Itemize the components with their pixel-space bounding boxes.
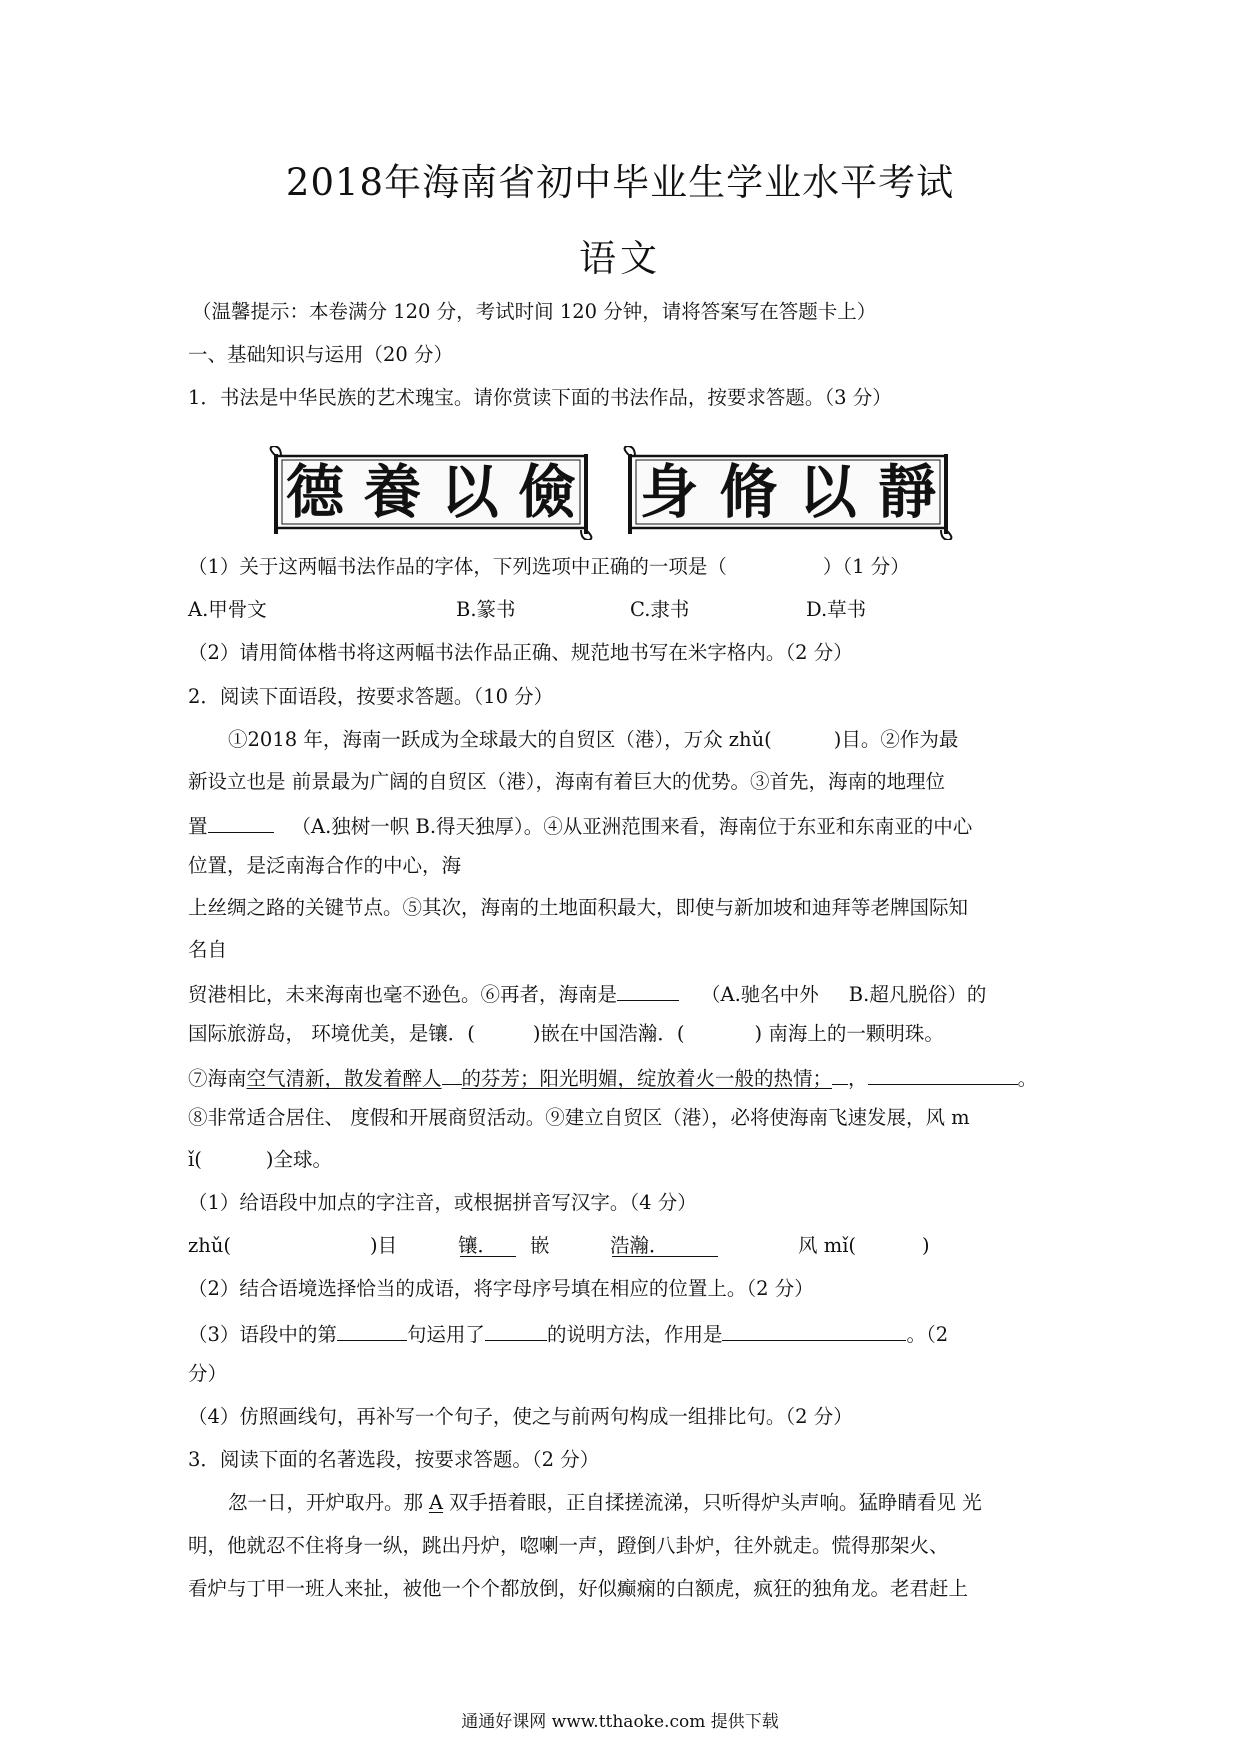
answer-blank bbox=[832, 1066, 848, 1085]
underlined-sentence: 空气清新，散发着醉人 bbox=[246, 1067, 442, 1090]
passage-text: ⑦海南 bbox=[188, 1067, 247, 1090]
question-1-2: （2）请用简体楷书将这两幅书法作品正确、规范地书写在米字格内。（2 分） bbox=[188, 641, 853, 664]
calligraphy-right-text: 身脩以靜 bbox=[640, 458, 936, 526]
option-b: B.篆书 bbox=[456, 598, 516, 621]
question-1-1 bbox=[188, 557, 910, 577]
passage-line-2: 新设立也是 前景最为广阔的自贸区（港），海南有着巨大的优势。③首先，海南的地理位 bbox=[188, 770, 945, 793]
passage-text: )全球。 bbox=[265, 1148, 332, 1171]
passage-line-9 bbox=[188, 1066, 1037, 1089]
underlined-sentence: 的芬芳；阳光明媚，绽放着火一般的热情； bbox=[461, 1067, 833, 1090]
answer-blank bbox=[722, 1322, 906, 1341]
question-2-1: （1）给语段中加点的字注音，或根据拼音写汉字。（4 分） bbox=[188, 1191, 697, 1214]
passage-line-4: 位置，是泛南海合作的中心，海 bbox=[188, 854, 462, 877]
passage-line-8 bbox=[188, 1024, 944, 1044]
passage-line-7 bbox=[188, 982, 986, 1005]
excerpt-blank-a: A bbox=[428, 1491, 444, 1514]
question-1-1-score: ）（1 分） bbox=[822, 555, 910, 578]
calligraphy-left-text: 德養以儉 bbox=[286, 458, 576, 526]
question-1: 1．书法是中华民族的艺术瑰宝。请你赏读下面的书法作品，按要求答题。（3 分） bbox=[188, 386, 892, 409]
passage-line-5: 上丝绸之路的关键节点。⑤其次，海南的土地面积最大，即使与新加坡和迪拜等老牌国际知 bbox=[188, 896, 969, 919]
passage-text: ①2018 年，海南一跃成为全球最大的自贸区（港），万众 zhǔ( bbox=[228, 728, 772, 751]
excerpt-line-2: 明，他就忍不住将身一纵，跳出丹炉，唿喇一声，蹬倒八卦炉，往外就走。慌得那架火、 bbox=[188, 1534, 949, 1557]
passage-line-1 bbox=[228, 730, 958, 750]
answer-blank bbox=[868, 1066, 1018, 1085]
option-a: A.甲骨文 bbox=[188, 598, 267, 621]
passage-line-6: 名自 bbox=[188, 938, 228, 961]
section-heading: 一、基础知识与运用（20 分） bbox=[188, 343, 454, 366]
passage-line-10: ⑧非常适合居住、 度假和开展商贸活动。⑨建立自贸区（港），必将使海南飞速发展，风 m bbox=[188, 1106, 970, 1129]
item-zhu-end: )目 bbox=[370, 1234, 398, 1257]
answer-blank bbox=[337, 1322, 407, 1341]
passage-text: （A.独树一帜 B.得天独厚）。④从亚洲范围来看，海南位于东亚和东南亚的中心 bbox=[291, 815, 973, 838]
passage-text: )目。②作为最 bbox=[833, 728, 959, 751]
item-haohan: 浩瀚． bbox=[610, 1234, 669, 1257]
calligraphy-scroll-right bbox=[620, 446, 956, 540]
option-d: D.草书 bbox=[806, 598, 867, 621]
question-text: 的说明方法，作用是 bbox=[546, 1323, 723, 1346]
item-zhu: zhǔ( bbox=[188, 1234, 231, 1257]
item-fengmi: 风 mǐ( bbox=[798, 1234, 857, 1257]
passage-line-3 bbox=[188, 814, 972, 837]
item-xiang: 镶． bbox=[458, 1234, 498, 1257]
question-2: 2．阅读下面语段，按要求答题。（10 分） bbox=[188, 685, 554, 708]
passage-text: 贸港相比，未来海南也毫不逊色。⑥再者，海南是 bbox=[188, 983, 618, 1006]
question-1-1-text: （1）关于这两幅书法作品的字体，下列选项中正确的一项是（ bbox=[188, 555, 727, 578]
item-qian: 嵌 bbox=[530, 1234, 550, 1257]
exam-tip: （温馨提示：本卷满分 120 分，考试时间 120 分钟，请将答案写在答题卡上） bbox=[192, 300, 877, 323]
page-footer: 通通好课网 www.tthaoke.com 提供下载 bbox=[461, 1712, 779, 1732]
question-2-3-cont: 分） bbox=[188, 1362, 228, 1385]
option-c: C.隶书 bbox=[630, 598, 690, 621]
question-text: 。（2 bbox=[906, 1323, 949, 1346]
excerpt-text: 双手捂着眼，正自揉搓流涕，只听得炉头声响。猛睁睛看见 光 bbox=[449, 1491, 982, 1514]
passage-text: 置 bbox=[188, 815, 208, 838]
passage-text: ， bbox=[848, 1067, 868, 1090]
calligraphy-scroll-left bbox=[266, 446, 596, 540]
question-2-3 bbox=[188, 1322, 948, 1345]
exam-title: 2018年海南省初中毕业生学业水平考试 bbox=[285, 161, 955, 204]
passage-text: 。 bbox=[1017, 1067, 1038, 1090]
passage-text: （A.驰名中外 bbox=[701, 983, 819, 1006]
question-2-4: （4）仿照画线句，再补写一个句子，使之与前两句构成一组排比句。（2 分） bbox=[188, 1405, 853, 1428]
answer-blank bbox=[617, 982, 679, 1001]
passage-text: ) 南海上的一颗明珠。 bbox=[754, 1022, 944, 1045]
question-2-2: （2）结合语境选择恰当的成语，将字母序号填在相应的位置上。（2 分） bbox=[188, 1277, 814, 1300]
excerpt-line-1 bbox=[228, 1493, 982, 1513]
answer-blank bbox=[208, 814, 274, 833]
passage-text: ǐ( bbox=[188, 1148, 202, 1171]
passage-line-11 bbox=[188, 1150, 332, 1170]
excerpt-line-3: 看炉与丁甲一班人来扯，被他一个个都放倒，好似癫痫的白额虎，疯狂的独角龙。老君赶上 bbox=[188, 1577, 969, 1600]
item-fengmi-end: ) bbox=[922, 1234, 930, 1257]
answer-blank bbox=[485, 1322, 547, 1341]
answer-blank bbox=[458, 1234, 516, 1257]
subject-title: 语文 bbox=[579, 237, 661, 280]
passage-text: 国际旅游岛， 环境优美，是镶．( bbox=[188, 1022, 475, 1045]
question-3: 3．阅读下面的名著选段，按要求答题。（2 分） bbox=[188, 1448, 600, 1471]
passage-text: )嵌在中国浩瀚．( bbox=[532, 1022, 685, 1045]
answer-blank bbox=[610, 1234, 718, 1257]
question-text: （3）语段中的第 bbox=[188, 1323, 337, 1346]
excerpt-text: 忽一日，开炉取丹。那 bbox=[228, 1491, 424, 1514]
passage-text: B.超凡脱俗）的 bbox=[848, 983, 987, 1006]
question-text: 句运用了 bbox=[406, 1323, 485, 1346]
